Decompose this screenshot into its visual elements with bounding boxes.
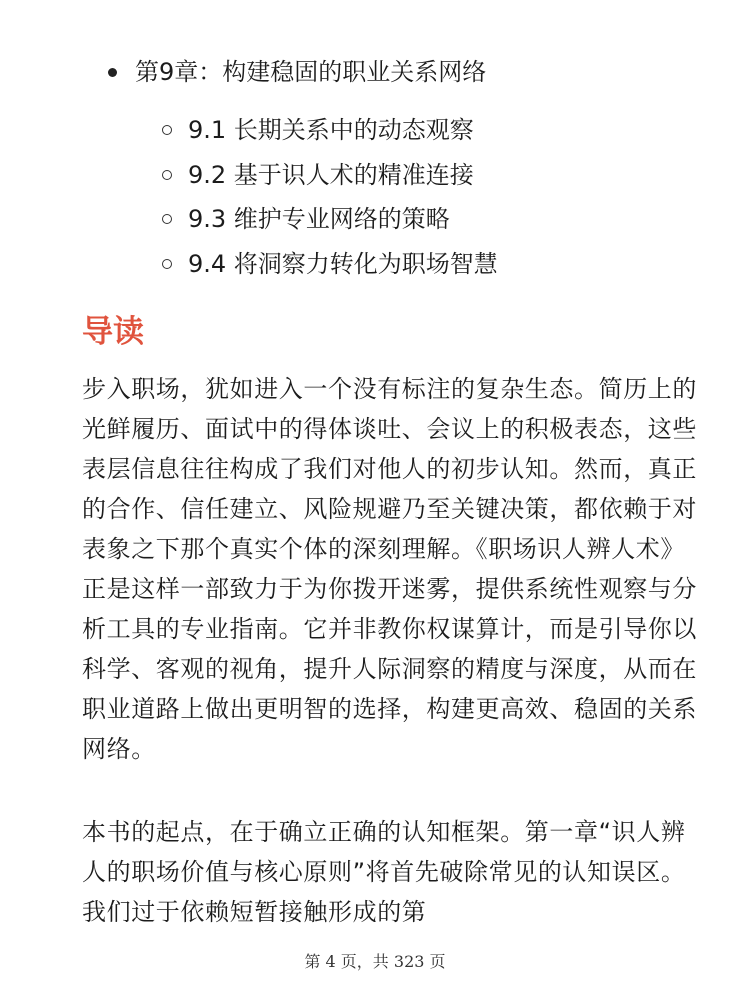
section-list-item xyxy=(162,108,498,153)
section-label: 9.2 基于识人术的精准连接 xyxy=(188,160,474,189)
hollow-bullet-icon xyxy=(162,259,172,269)
section-list xyxy=(162,108,498,286)
body-paragraph: 本书的起点，在于确立正确的认知框架。第一章“识人辨人的职场价值与核心原则”将首先破除常见的认知误区。我们过于依赖短暂接触形成的第 xyxy=(82,818,686,926)
section-label: 9.3 维护专业网络的策略 xyxy=(188,205,450,233)
page-number: 第 4 页，共 323 页 xyxy=(304,952,446,971)
section-label: 9.1 长期关系中的动态观察 xyxy=(188,116,474,144)
body-paragraph: 步入职场，犹如进入一个没有标注的复杂生态。简历上的光鲜履历、面试中的得体谈吐、会议上的积极表态，这些表层信息往往构成了我们对他人的初步认知。然而，真正的合作、信任建立、风险规避乃至关键决策，都依赖于对表象之下那个真实个体的深刻理解。《职场识人辨人术》正是这样一部致力于为你拨开迷雾，提供系统性观察与分析工具的专业指南。它并非教你权谋算计，而是引导你以科学、客观的视角，提升人际洞察的精度与深度，从而在职业道路上做出更明智的选择，构建更高效、稳固的关系网络。 xyxy=(82,375,697,763)
section-list-item xyxy=(162,242,498,287)
chapter-list-item xyxy=(108,52,486,92)
section-list-item xyxy=(162,197,498,242)
chapter-title: 第9章：构建稳固的职业关系网络 xyxy=(135,58,487,86)
hollow-bullet-icon xyxy=(162,170,172,180)
hollow-bullet-icon xyxy=(162,125,172,135)
bullet-icon xyxy=(108,68,117,77)
hollow-bullet-icon xyxy=(162,214,172,224)
section-label: 9.4 将洞察力转化为职场智慧 xyxy=(188,249,498,278)
section-list-item xyxy=(162,153,498,198)
section-heading: 导读 xyxy=(82,314,144,350)
